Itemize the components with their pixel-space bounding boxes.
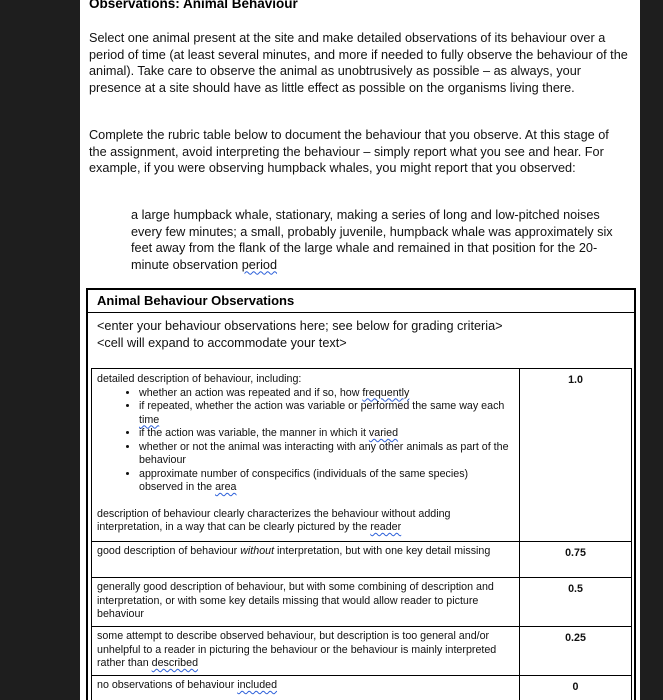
row-divider <box>92 675 631 676</box>
rubric-row-025: some attempt to describe observed behaviour, but description is too general and/or unhelpful to a reader in picturing the behaviour or the behaviour is mainly interpreted rather than described <box>97 630 497 669</box>
table-divider <box>88 312 634 313</box>
criterion-item: • if repeated, whether the action was variable or performed the same way each time <box>139 400 514 427</box>
example-quote-text: a large humpback whale, stationary, making a series of long and low-pitched noises every few minutes; a small, probably juvenile, humpback whale was approximately six feet away from the flank of the large whale and remained in that position for the 20-minute observation <box>131 208 613 272</box>
criteria-list <box>97 387 514 495</box>
row-divider <box>92 577 631 578</box>
example-quote <box>131 207 626 273</box>
rubric-column-divider <box>519 369 520 700</box>
spellcheck-flagged-word[interactable]: varied <box>368 427 399 439</box>
spellcheck-flagged-word[interactable]: described <box>151 657 199 669</box>
rubric-row-075: good description of behaviour without interpretation, but with one key detail missing <box>97 545 491 557</box>
rubric-row-0: no observations of behaviour included <box>97 679 278 691</box>
entry-placeholder-line-1: <enter your behaviour observations here; see below for grading criteria> <box>97 319 503 333</box>
spellcheck-flagged-word[interactable]: time <box>139 413 160 426</box>
spellcheck-flagged-word[interactable]: area <box>215 481 237 493</box>
spellcheck-flagged-word[interactable]: included <box>237 679 278 691</box>
intro-paragraph: Select one animal present at the site and make detailed observations of its behaviour over a period of time (at least several minutes, and more if needed to fully observe the behaviour of the animal). Take care to observe the animal as unobtrusively as possible – as always, your presence at a site should have as little effect as possible on the organisms living there. <box>89 31 628 95</box>
score-0: 0 <box>572 681 579 693</box>
document-page <box>80 0 640 700</box>
score-025: 0.25 <box>565 632 586 644</box>
instructions-paragraph: Complete the rubric table below to document the behaviour that you observe. At this stage of the assignment, avoid interpreting the behaviour – simply report what you see and hear. For example, if you were observing humpback whales, you might report that you observed: <box>89 128 609 175</box>
row-divider <box>92 541 631 542</box>
table-title: Animal Behaviour Observations <box>97 293 295 308</box>
rubric-summary: description of behaviour clearly characterizes the behaviour without adding interpretation, in a way that can be clearly pictured by the reader <box>97 507 451 533</box>
criterion-item: • whether or not the animal was interacting with any other animals as part of the behaviour <box>139 441 514 468</box>
section-heading: Observations: Animal Behaviour <box>89 0 298 11</box>
grading-rubric <box>91 368 632 700</box>
score-full: 1.0 <box>568 374 583 386</box>
criterion-item: • approximate number of conspecifics (individuals of the same species) observed in the area <box>139 468 514 495</box>
criterion-item: • whether an action was repeated and if so, how frequently <box>139 387 514 401</box>
spellcheck-flagged-word[interactable]: reader <box>370 521 402 533</box>
entry-placeholder-line-2: <cell will expand to accommodate your text> <box>97 335 347 350</box>
observation-entry-cell[interactable] <box>97 318 503 351</box>
spellcheck-flagged-word[interactable]: frequently <box>362 386 410 399</box>
score-05: 0.5 <box>568 583 583 595</box>
spellcheck-flagged-word[interactable]: period <box>241 257 278 272</box>
behaviour-observations-table <box>86 288 636 700</box>
rubric-intro: detailed description of behaviour, including: <box>97 373 302 385</box>
rubric-row-full-marks <box>92 371 519 537</box>
row-divider <box>92 626 631 627</box>
criterion-item: • if the action was variable, the manner in which it varied <box>139 427 514 441</box>
score-075: 0.75 <box>565 547 586 559</box>
rubric-row-05: generally good description of behaviour, but with some combining of description and interpretation, or with some key details missing that would allow reader to picture behaviour <box>97 581 494 620</box>
